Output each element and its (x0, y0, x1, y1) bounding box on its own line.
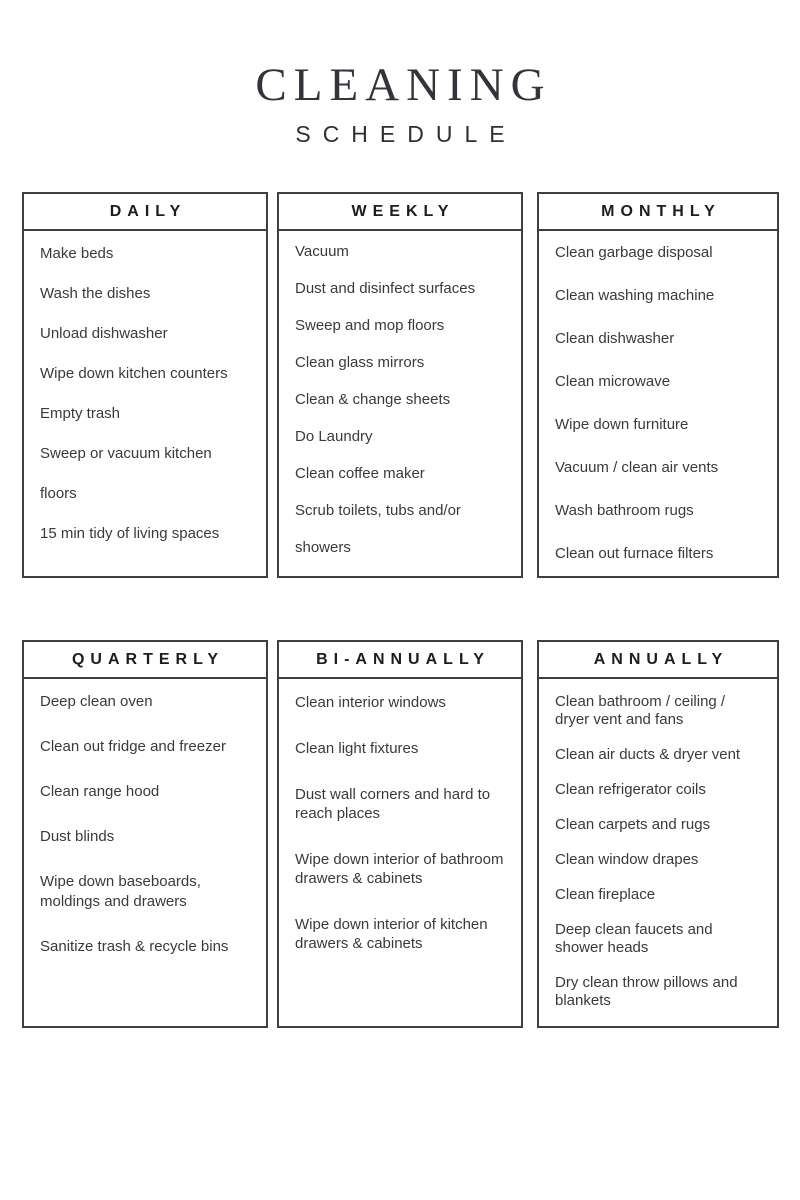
section-quarterly-list (24, 679, 266, 957)
list-item: Sanitize trash & recycle bins (40, 938, 229, 955)
list-item: Wipe down furniture (555, 416, 689, 433)
section-daily-list (24, 231, 266, 554)
list-item: Dust wall corners and hard to reach places (295, 786, 491, 822)
section-biannually-list (279, 679, 521, 953)
schedule-row-bottom (22, 640, 779, 1028)
list-item: Clean carpets and rugs (555, 816, 711, 833)
section-daily-header (24, 194, 266, 231)
section-annually-title: ANNUALLY (593, 650, 729, 668)
list-item: Do Laundry (295, 428, 373, 445)
list-item: Clean range hood (40, 783, 160, 800)
list-item: Clean light fixtures (295, 740, 419, 757)
list-item: Clean out furnace filters (555, 545, 714, 562)
list-item: Deep clean oven (40, 693, 153, 710)
section-monthly-list (539, 231, 777, 565)
list-item: Scrub toilets, tubs and/or showers (295, 502, 461, 556)
section-daily (22, 192, 268, 578)
list-item: Dust and disinfect surfaces (295, 280, 476, 297)
page-title: CLEANING (255, 59, 552, 111)
section-biannually-title: BI-ANNUALLY (316, 650, 490, 668)
list-item: Dry clean throw pillows and blankets (555, 974, 738, 1009)
section-monthly (537, 192, 779, 578)
list-item: 15 min tidy of living spaces (40, 525, 220, 542)
list-item: Clean washing machine (555, 287, 715, 304)
list-item: Dust blinds (40, 828, 115, 845)
list-item: Clean bathroom / ceiling / dryer vent and fans (555, 693, 726, 728)
section-quarterly (22, 640, 268, 1028)
list-item: Make beds (40, 245, 114, 262)
list-item: Clean interior windows (295, 694, 446, 711)
list-item: Deep clean faucets and shower heads (555, 921, 713, 956)
section-monthly-header (539, 194, 777, 231)
list-item: Clean refrigerator coils (555, 781, 706, 798)
list-item: Wipe down interior of bathroom drawers & cabinets (295, 851, 504, 887)
section-daily-title: DAILY (109, 202, 187, 220)
list-item: Clean garbage disposal (555, 244, 713, 261)
section-biannually-header (279, 642, 521, 679)
section-weekly-title: WEEKLY (351, 202, 455, 220)
list-item: Clean dishwasher (555, 330, 675, 347)
list-item: Wash the dishes (40, 285, 151, 302)
list-item: Wash bathroom rugs (555, 502, 694, 519)
list-item: Vacuum / clean air vents (555, 459, 719, 476)
list-item: Sweep and mop floors (295, 317, 445, 334)
list-item: Clean air ducts & dryer vent (555, 746, 741, 763)
list-item: Wipe down kitchen counters (40, 365, 228, 382)
section-monthly-title: MONTHLY (601, 202, 721, 220)
section-biannually (277, 640, 523, 1028)
list-item: Empty trash (40, 405, 121, 422)
list-item: Sweep or vacuum kitchen floors (40, 445, 212, 502)
list-item: Vacuum (295, 243, 349, 260)
section-quarterly-title: QUARTERLY (71, 650, 225, 668)
section-annually-list (539, 679, 777, 1010)
section-weekly-list (279, 231, 521, 566)
list-item: Clean window drapes (555, 851, 699, 868)
section-annually (537, 640, 779, 1028)
list-item: Unload dishwasher (40, 325, 168, 342)
list-item: Clean & change sheets (295, 391, 451, 408)
section-weekly (277, 192, 523, 578)
list-item: Clean microwave (555, 373, 671, 390)
list-item: Wipe down interior of kitchen drawers & cabinets (295, 916, 488, 952)
list-item: Clean coffee maker (295, 465, 425, 482)
list-item: Clean fireplace (555, 886, 656, 903)
list-item: Clean out fridge and freezer (40, 738, 226, 755)
list-item: Wipe down baseboards, moldings and drawers (40, 873, 201, 910)
list-item: Clean glass mirrors (295, 354, 425, 371)
page-subtitle: SCHEDULE (295, 121, 517, 147)
section-annually-header (539, 642, 777, 679)
section-quarterly-header (24, 642, 266, 679)
section-weekly-header (279, 194, 521, 231)
schedule-row-top (22, 192, 779, 578)
title-block (0, 0, 800, 148)
